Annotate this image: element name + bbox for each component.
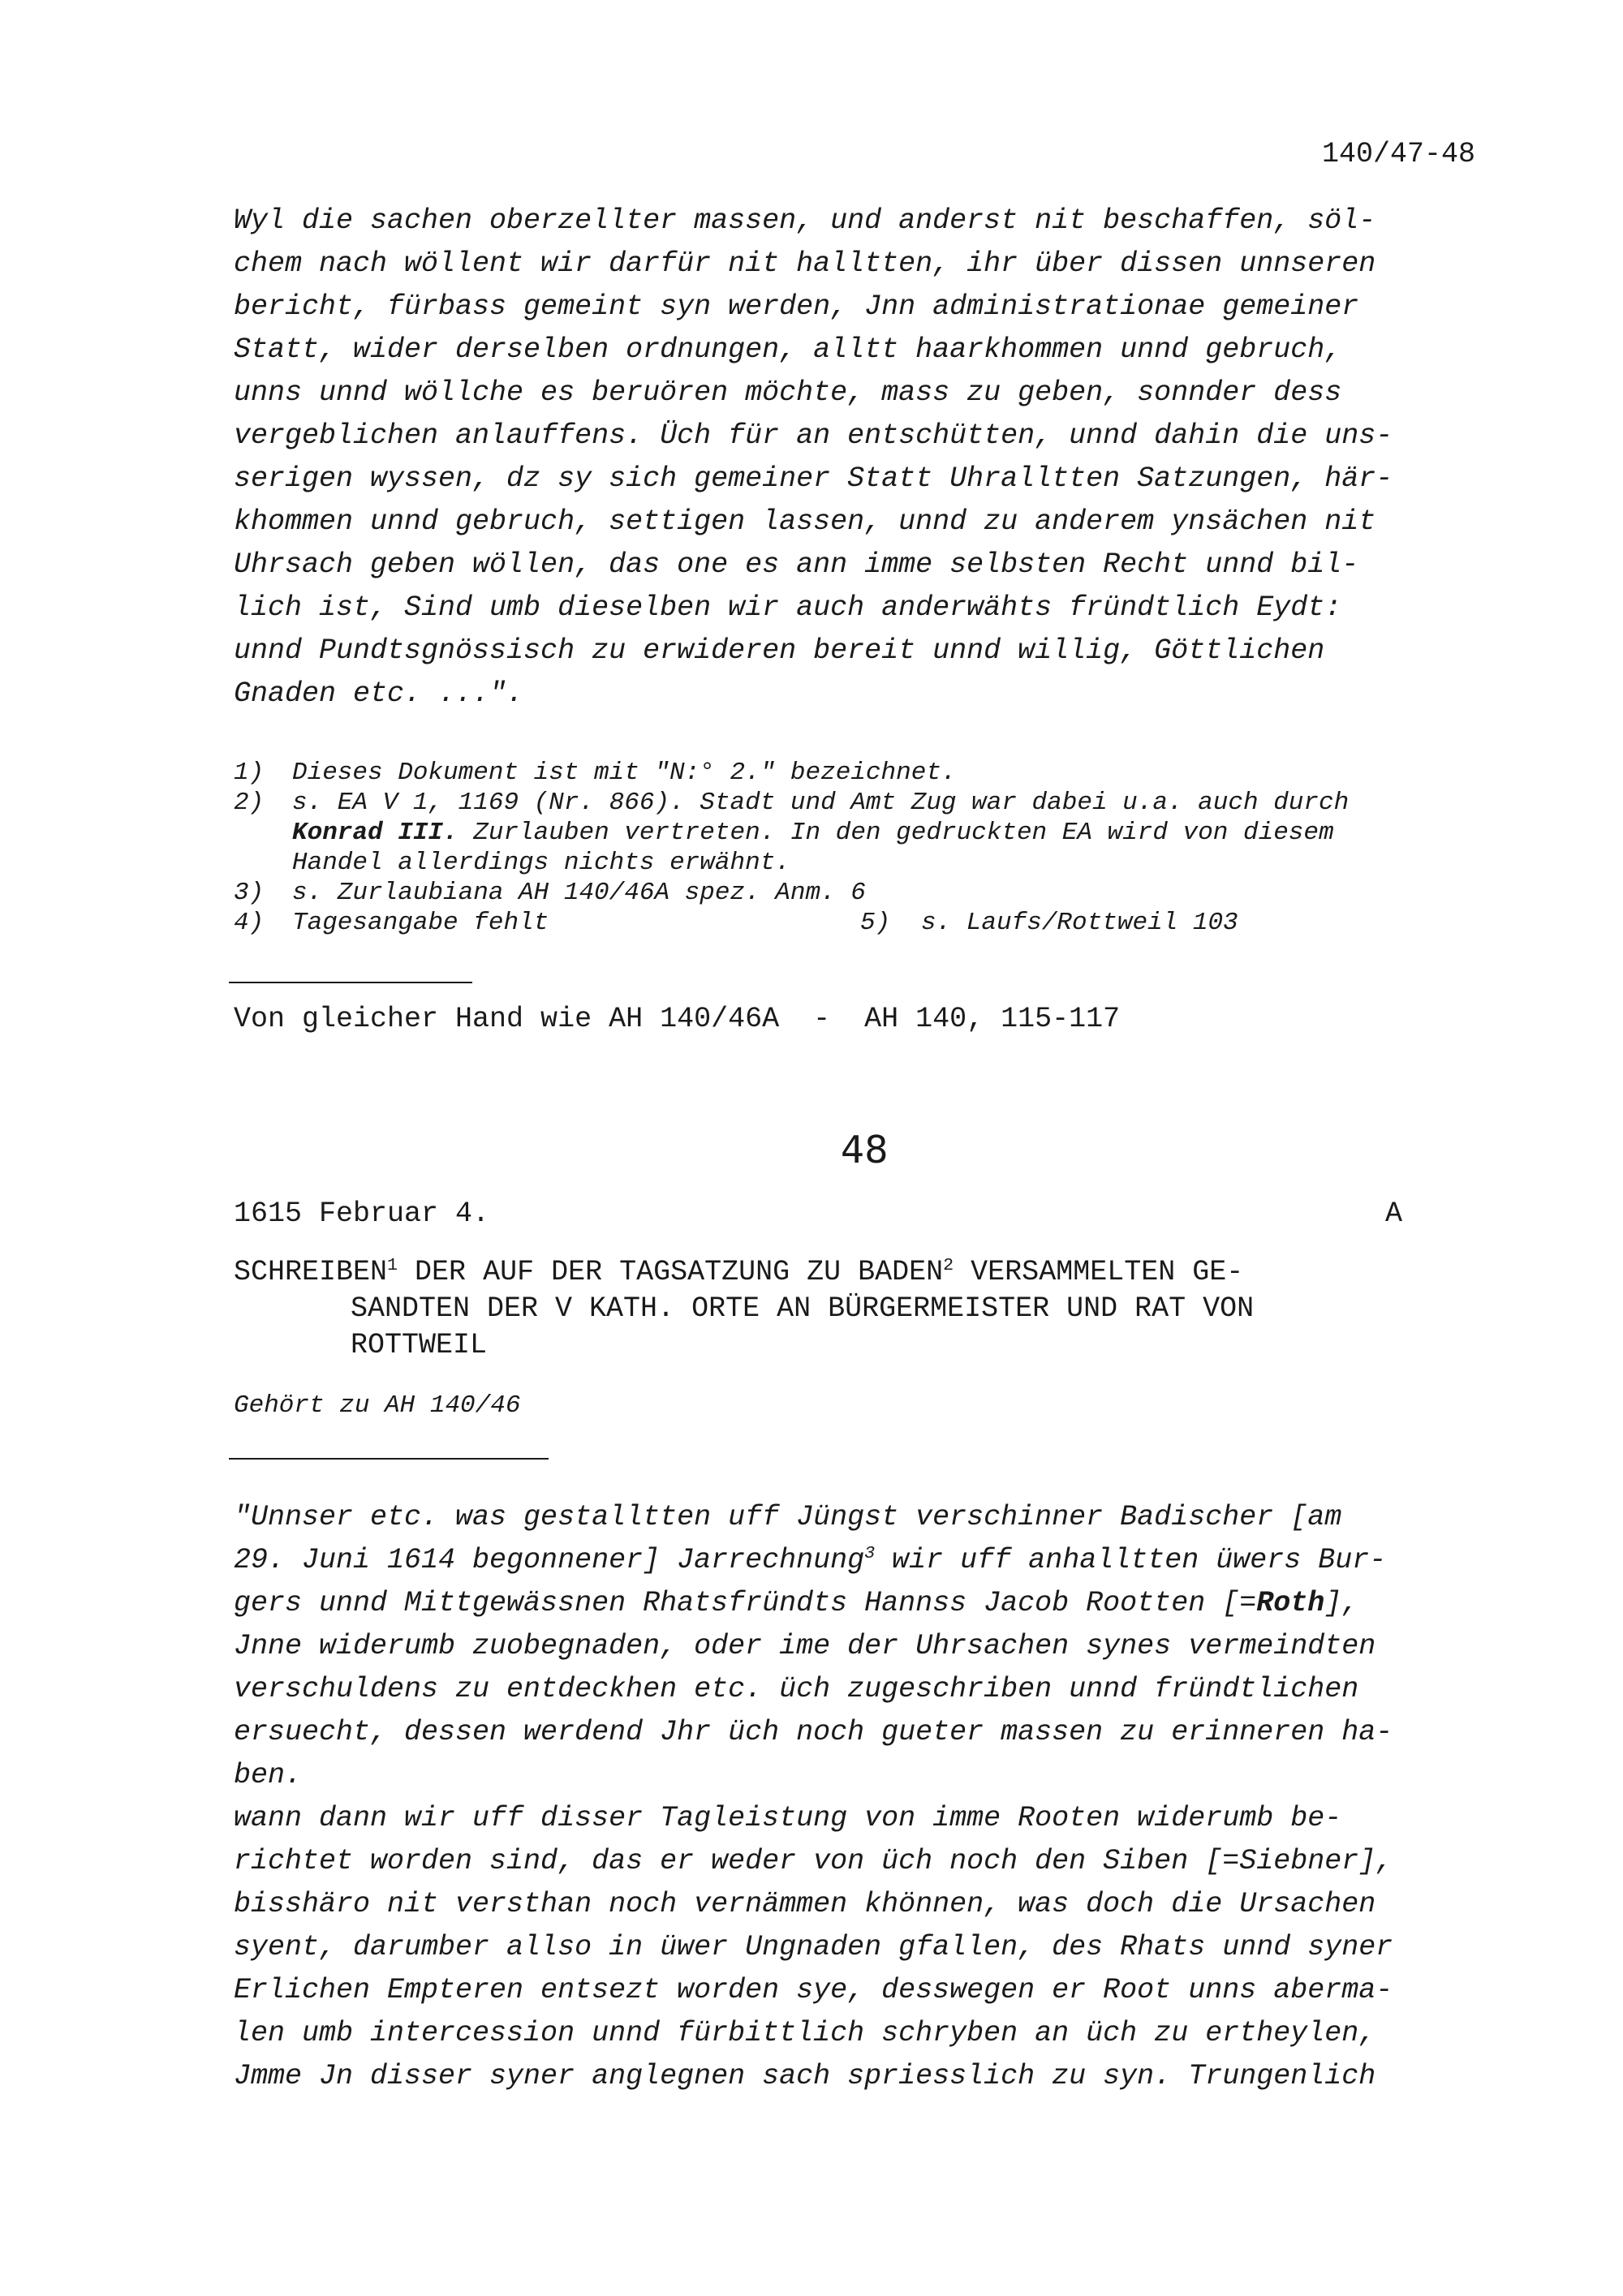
footnote-bold-name: Konrad III. <box>292 819 458 847</box>
title-part: VERSAMMELTEN GE- <box>954 1256 1244 1288</box>
document-title-line: SANDTEN DER V KATH. ORTE AN BÜRGERMEISTER UND RAT VON <box>351 1292 1255 1325</box>
text-line: syent, darumber allso in üwer Ungnaden gfallen, des Rhats unnd syner <box>234 1931 1393 1963</box>
footnote-marker: 1 <box>387 1255 398 1276</box>
text-line: bericht, fürbass gemeint syn werden, Jnn administrationae gemeiner <box>234 290 1359 323</box>
text-line: lich ist, Sind umb dieselben wir auch anderwähts fründtlich Eydt: <box>234 591 1342 624</box>
text-part: 29. Juni 1614 begonnener] Jarrechnung <box>234 1544 865 1576</box>
footnote-number: 5) <box>860 909 891 937</box>
text-line: bisshäro nit versthan noch vernämmen khönnen, was doch die Ursachen <box>234 1888 1376 1920</box>
footnote-number: 2) <box>234 789 265 817</box>
footnote-text <box>292 819 1334 847</box>
footnote-number: 4) <box>234 909 265 937</box>
document-category: A <box>1385 1197 1403 1230</box>
document-title <box>234 1256 1243 1288</box>
document-date: 1615 Februar 4. <box>234 1197 490 1230</box>
text-line: Erlichen Empteren entsezt worden sye, desswegen er Root unns aberma- <box>234 1974 1393 2006</box>
text-line <box>234 1544 1386 1576</box>
page-reference: 140/47-48 <box>1321 138 1475 170</box>
title-part: SCHREIBEN <box>234 1256 388 1288</box>
footnote-text: Tagesangabe fehlt <box>292 909 549 937</box>
text-line: ersuecht, dessen werdend Jhr üch noch gueter massen zu erinneren ha- <box>234 1716 1393 1748</box>
footnote-text: s. Zurlaubiana AH 140/46A spez. Anm. 6 <box>292 879 866 907</box>
separator-rule <box>229 982 472 983</box>
text-line: Gnaden etc. ...". <box>234 677 524 710</box>
text-line: ben. <box>234 1759 303 1791</box>
text-line: khommen unnd gebruch, settigen lassen, unnd zu anderem ynsächen nit <box>234 505 1376 538</box>
text-line: len umb intercession unnd fürbittlich schryben an üch zu ertheylen, <box>234 2017 1376 2049</box>
footnote-marker: 3 <box>864 1543 876 1564</box>
belongs-to-note: Gehört zu AH 140/46 <box>234 1391 521 1420</box>
text-line: vergeblichen anlauffens. Üch für an entschütten, unnd dahin die uns- <box>234 419 1393 452</box>
footnote-text: s. EA V 1, 1169 (Nr. 866). Stadt und Amt Zug war dabei u.a. auch durch <box>292 789 1350 817</box>
text-line: unns unnd wöllche es beruören möchte, mass zu geben, sonnder dess <box>234 376 1342 409</box>
separator-rule <box>229 1458 549 1460</box>
text-line: Wyl die sachen oberzellter massen, und anderst nit beschaffen, söl- <box>234 204 1376 237</box>
text-line: richtet worden sind, das er weder von üch noch den Siben [=Siebner], <box>234 1845 1393 1877</box>
text-line: verschuldens zu entdeckhen etc. üch zugeschriben unnd fründtlichen <box>234 1673 1359 1705</box>
text-line: Uhrsach geben wöllen, das one es ann imme selbsten Recht unnd bil- <box>234 548 1359 581</box>
bold-name: Roth <box>1256 1587 1325 1619</box>
document-number: 48 <box>841 1128 889 1172</box>
footnote-number: 3) <box>234 879 265 907</box>
text-line <box>234 1587 1358 1619</box>
footnote-text-part: Zurlauben vertreten. In den gedruckten EA wird von diesem <box>458 819 1334 847</box>
text-part: gers unnd Mittgewässnen Rhatsfründts Hannss Jacob Rootten [= <box>234 1587 1257 1619</box>
title-part: DER AUF DER TAGSATZUNG ZU BADEN <box>398 1256 944 1288</box>
text-line: serigen wyssen, dz sy sich gemeiner Statt Uhralltten Satzungen, här- <box>234 462 1393 495</box>
text-line: unnd Pundtsgnössisch zu erwideren bereit unnd willig, Göttlichen <box>234 634 1325 667</box>
footnote-text: Dieses Dokument ist mit "N:° 2." bezeichnet. <box>292 759 957 787</box>
text-part: ], <box>1324 1587 1359 1619</box>
text-line: "Unnser etc. was gestalltten uff Jüngst verschinner Badischer [am <box>234 1501 1342 1533</box>
text-line: wann dann wir uff disser Tagleistung von imme Rooten widerumb be- <box>234 1802 1342 1834</box>
footnote-text: s. Laufs/Rottweil 103 <box>921 909 1238 937</box>
hand-note: Von gleicher Hand wie AH 140/46A - AH 140, 115-117 <box>234 1003 1121 1035</box>
text-line: Jnne widerumb zuobegnaden, oder ime der Uhrsachen synes vermeindten <box>234 1630 1376 1662</box>
footnote-text: Handel allerdings nichts erwähnt. <box>292 849 790 877</box>
text-part: wir uff anhalltten üwers Bur- <box>875 1544 1387 1576</box>
text-line: Statt, wider derselben ordnungen, alltt haarkhommen unnd gebruch, <box>234 333 1342 366</box>
text-line: Jmme Jn disser syner anglegnen sach spriesslich zu syn. Trungenlich <box>234 2060 1376 2092</box>
footnote-marker: 2 <box>943 1255 954 1276</box>
document-title-line: ROTTWEIL <box>351 1329 488 1361</box>
text-line: chem nach wöllent wir darfür nit halltten, ihr über dissen unnseren <box>234 247 1376 280</box>
footnote-number: 1) <box>234 759 265 787</box>
